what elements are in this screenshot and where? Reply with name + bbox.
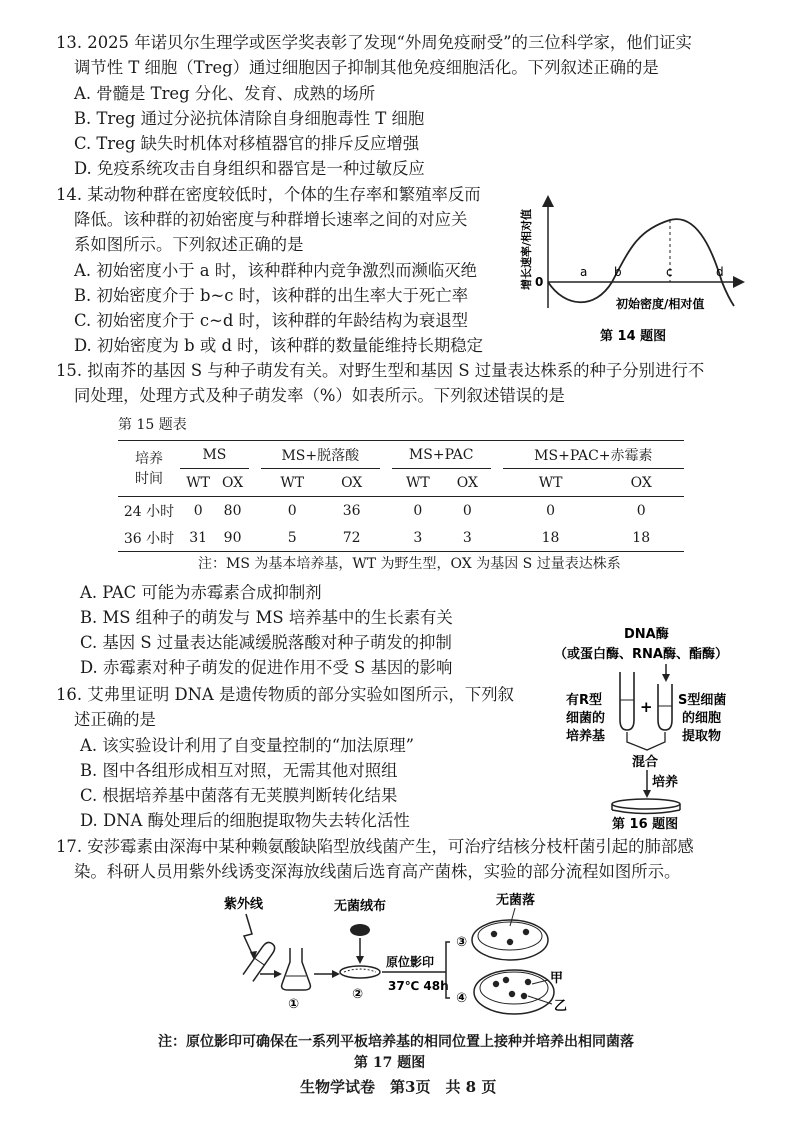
table-row (118, 497, 684, 525)
q16-merge-lines (627, 732, 665, 750)
q16-option-a: A. 该实验设计利用了自变量控制的“加法原理” (80, 736, 415, 755)
q15-group-aba: MS+脱落酸 (261, 441, 380, 469)
table-cell: 31 (189, 529, 208, 546)
q14-y-label: 增长速率/相对值 (520, 208, 533, 290)
page-footer: 生物学试卷 第3页 共 8 页 (300, 1078, 497, 1096)
q14-stem-line1: 14. 某动物种群在密度较低时，个体的生存率和繁殖率反而 (56, 185, 481, 204)
q17-note: 注：原位影印可确保在一系列平板培养基的相同位置上接种并培养出相同菌落 (158, 1034, 634, 1050)
q15-sub-ox: OX (630, 474, 652, 491)
q14-curve (548, 219, 734, 306)
colony (493, 981, 499, 987)
q15-stem-line2: 同处理，处理方式及种子萌发率（%）如表所示。下列叙述错误的是 (74, 386, 565, 405)
q17-no-colony: 无菌落 (496, 893, 536, 908)
q16-option-b: B. 图中各组形成相互对照，无需其他对照组 (80, 761, 398, 780)
table-cell: 0 (287, 502, 297, 519)
q16-left2: 细菌的 (566, 711, 606, 726)
q14-figure (520, 190, 750, 350)
q17-stem-line1: 17. 安莎霉素由深海中某种赖氨酸缺陷型放线菌产生，可治疗结核分枝杆菌引起的肺部感 (56, 837, 694, 856)
q14-option-a: A. 初始密度小于 a 时，该种群种内竞争激烈而濒临灭绝 (74, 261, 478, 280)
q15-group-pac-ga: MS+PAC+赤霉素 (503, 441, 684, 469)
q17-yi: 乙 (554, 999, 568, 1014)
q14-point-b: b (614, 265, 622, 279)
q16-enzyme1: DNA酶 (624, 627, 669, 642)
q16-option-c: C. 根据培养基中菌落有无荚膜判断转化结果 (80, 786, 398, 805)
q15-sub-ox: OX (221, 474, 244, 491)
colony (491, 931, 497, 937)
q15-option-d: D. 赤霉素对种子萌发的促进作用不受 S 基因的影响 (80, 658, 453, 677)
q15-table (118, 440, 684, 552)
q15-option-c: C. 基因 S 过量表达能减缓脱落酸对种子萌发的抑制 (80, 633, 452, 652)
q13-option-c: C. Treg 缺失时机体对移植器官的排斥反应增强 (74, 134, 420, 153)
q16-figure (540, 620, 770, 830)
q16-enzyme2: （或蛋白酶、RNA酶、酯酶） (554, 647, 728, 662)
q15-sub-wt: WT (186, 474, 211, 491)
q17-replica: 原位影印 (386, 955, 435, 969)
q15-group-ms: MS (180, 441, 249, 469)
q14-stem-line2: 降低。该种群的初始密度与种群增长速率之间的对应关 (74, 210, 468, 229)
q17-n4: ④ (456, 991, 468, 1006)
q16-caption: 第 16 题图 (612, 817, 679, 830)
q16-right-tube (658, 684, 672, 730)
q16-left3: 培养基 (566, 729, 606, 744)
q14-caption: 第 14 题图 (600, 329, 667, 344)
q17-n3: ③ (456, 935, 468, 950)
table-cell: 0 (546, 502, 556, 519)
q14-option-b: B. 初始密度介于 b~c 时，该种群的出生率大于死亡率 (74, 286, 469, 305)
q17-plate2 (340, 966, 380, 978)
q15-option-b: B. MS 组种子的萌发与 MS 培养基中的生长素有关 (80, 608, 453, 627)
q17-uv: 紫外线 (224, 897, 264, 912)
q15-option-a: A. PAC 可能为赤霉素合成抑制剂 (80, 583, 322, 602)
table-cell: 0 (193, 502, 203, 519)
q16-right3: 提取物 (682, 729, 722, 744)
q14-point-a: a (580, 265, 588, 279)
q15-group-pac: MS+PAC (392, 441, 491, 469)
q15-row-label: 24 小时 (123, 503, 175, 520)
table-cell: 80 (223, 502, 242, 519)
q16-stem-line2: 述正确的是 (74, 710, 156, 729)
q16-right2: 的细胞 (682, 711, 722, 726)
colony (509, 991, 515, 997)
table-cell: 72 (342, 529, 361, 546)
colony (525, 979, 531, 985)
q15-table-title: 第 15 题表 (118, 417, 187, 433)
q16-mix: 混合 (632, 755, 659, 770)
table-cell: 5 (287, 529, 297, 546)
q14-stem-line3: 系如图所示。下列叙述正确的是 (74, 235, 304, 254)
table-row (118, 524, 684, 552)
q15-sub-wt: WT (406, 474, 430, 491)
table-cell: 18 (632, 529, 651, 546)
q16-stem-line1: 16. 艾弗里证明 DNA 是遗传物质的部分实验如图所示，下列叙 (56, 685, 514, 704)
q16-dish (612, 799, 680, 809)
q15-sub-wt: WT (280, 474, 305, 491)
q17-figure (210, 886, 590, 1026)
table-cell: 0 (462, 502, 472, 519)
q16-left1: 有R型 (566, 693, 603, 708)
table-cell: 3 (462, 529, 472, 546)
colony (521, 993, 527, 999)
q15-row-label: 36 小时 (123, 530, 175, 547)
table-cell: 90 (223, 529, 242, 546)
q15-sub-ox: OX (456, 474, 478, 491)
q15-sub-ox: OX (341, 474, 363, 491)
q13-option-a: A. 骨髓是 Treg 分化、发育、成熟的场所 (74, 84, 376, 103)
table-cell: 0 (413, 502, 423, 519)
q16-option-d: D. DNA 酶处理后的细胞提取物失去转化活性 (80, 811, 410, 830)
q17-velvet: 无菌绒布 (334, 899, 387, 914)
q13-stem-line2: 调节性 T 细胞（Treg）通过细胞因子抑制其他免疫细胞活化。下列叙述正确的是 (74, 58, 659, 77)
q17-n1: ① (288, 997, 300, 1012)
table-cell: 3 (413, 529, 423, 546)
q14-origin: 0 (535, 275, 544, 289)
q17-jia: 甲 (550, 971, 564, 986)
colony (507, 939, 513, 945)
q17-caption: 第 17 题图 (354, 1055, 426, 1071)
q16-culture: 培养 (652, 775, 679, 790)
table-cell: 18 (541, 529, 560, 546)
q13-option-b: B. Treg 通过分泌抗体清除自身细胞毒性 T 细胞 (74, 109, 425, 128)
q14-option-c: C. 初始密度介于 c~d 时，该种群的年龄结构为衰退型 (74, 311, 469, 330)
table-cell: 0 (636, 502, 646, 519)
q15-stem-line1: 15. 拟南芥的基因 S 与种子萌发有关。对野生型和基因 S 过量表达株系的种子分别进行不 (56, 361, 705, 380)
q17-uv-arrow (244, 914, 254, 958)
q16-left-tube (620, 672, 634, 730)
q15-sub-wt: WT (538, 474, 563, 491)
q17-condition: 37℃ 48h (388, 979, 449, 993)
colony (523, 929, 529, 935)
q13-stem-line1: 13. 2025 年诺贝尔生理学或医学奖表彰了发现“外周免疫耐受”的三位科学家，他们证实 (56, 33, 692, 52)
q17-velvet-stamp (350, 924, 370, 936)
q17-stem-line2: 染。科研人员用紫外线诱变深海放线菌后选育高产菌株，实验的部分流程如图所示。 (74, 862, 681, 881)
q17-flask (282, 948, 311, 990)
q15-note: 注：MS 为基本培养基，WT 为野生型，OX 为基因 S 过量表达株系 (198, 556, 621, 572)
q13-option-d: D. 免疫系统攻击自身组织和器官是一种过敏反应 (74, 159, 425, 178)
q17-n2: ② (352, 987, 364, 1002)
q15-header-time: 培养时间 (135, 450, 163, 487)
q14-point-d: d (716, 265, 724, 279)
q16-plus: + (640, 698, 653, 716)
table-cell: 36 (342, 502, 361, 519)
q16-right1: S型细菌 (678, 693, 727, 708)
q14-point-c: c (666, 265, 673, 279)
colony (503, 977, 509, 983)
q14-option-d: D. 初始密度为 b 或 d 时，该种群的数量能维持长期稳定 (74, 336, 484, 355)
q14-x-label: 初始密度/相对值 (616, 297, 705, 311)
